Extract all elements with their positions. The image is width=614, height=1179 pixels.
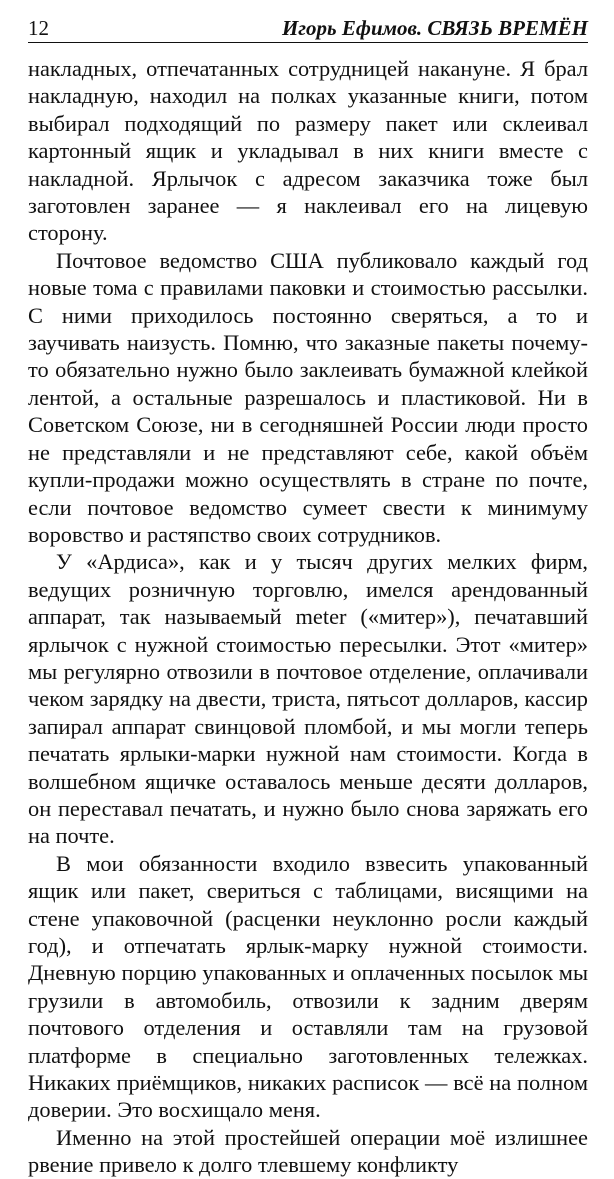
paragraph-5: Именно на этой простейшей операции моё излишнее рвение привело к долго тлевшему конфликту xyxy=(28,1124,588,1178)
paragraph-4: В мои обязанности входило взвесить упакованный ящик или пакет, свериться с таблицами, висящими на стене упаковочной (расценки неуклонно росли каждый год), и отпечатать ярлык-марку нужной стоимости. Дневную порцию упакованных и оплаченных посылок мы грузили в автомобиль, отвозили к задним дверям почтового отделения и оставляли там на грузовой платформе в специально заготовленных тележках. Никаких приёмщиков, никаких расписок — всё на полном доверии. Это восхищало меня. xyxy=(28,850,588,1123)
page-number: 12 xyxy=(28,16,49,40)
body-text xyxy=(28,55,588,1179)
paragraph-3: У «Ардиса», как и у тысяч других мелких фирм, ведущих розничную торговлю, имелся арендованный аппарат, так называемый meter («митер»), печатавший ярлычок с нужной стоимостью пересылки. Этот «митер» мы регулярно отвозили в почтовое отделение, оплачивали чеком зарядку на двести, триста, пятьсот долларов, кассир запирал аппарат свинцовой пломбой, и мы могли теперь печатать ярлыки-марки нужной нам стоимости. Когда в волшебном ящичке оставалось меньше десяти долларов, он переставал печатать, и нужно было снова заряжать его на почте. xyxy=(28,549,588,849)
paragraph-2: Почтовое ведомство США публиковало каждый год новые тома с правилами паковки и стоимостью рассылки. С ними приходилось постоянно сверяться, а то и заучивать наизусть. Помню, что заказные пакеты почему-то обязательно нужно было заклеивать бумажной клейкой лентой, а остальные разрешалось и пластиковой. Ни в Советском Союзе, ни в сегодняшней России люди просто не представляли и не представляют себе, какой объём купли-продажи можно осуществлять в стране по почте, если почтовое ведомство сумеет свести к минимуму воровство и растяпство своих сотрудников. xyxy=(28,247,588,547)
running-title: Игорь Ефимов. СВЯЗЬ ВРЕМЁН xyxy=(281,16,588,40)
book-page xyxy=(28,12,588,1179)
running-header xyxy=(28,12,588,43)
paragraph-1: накладных, отпечатанных сотрудницей накануне. Я брал накладную, находил на полках указанные книги, потом выбирал подходящий по размеру пакет или склеивал картонный ящик и укладывал в них книги вместе с накладной. Ярлычок с адресом заказчика тоже был заготовлен заранее — я наклеивал его на лицевую сторону. xyxy=(28,56,588,246)
